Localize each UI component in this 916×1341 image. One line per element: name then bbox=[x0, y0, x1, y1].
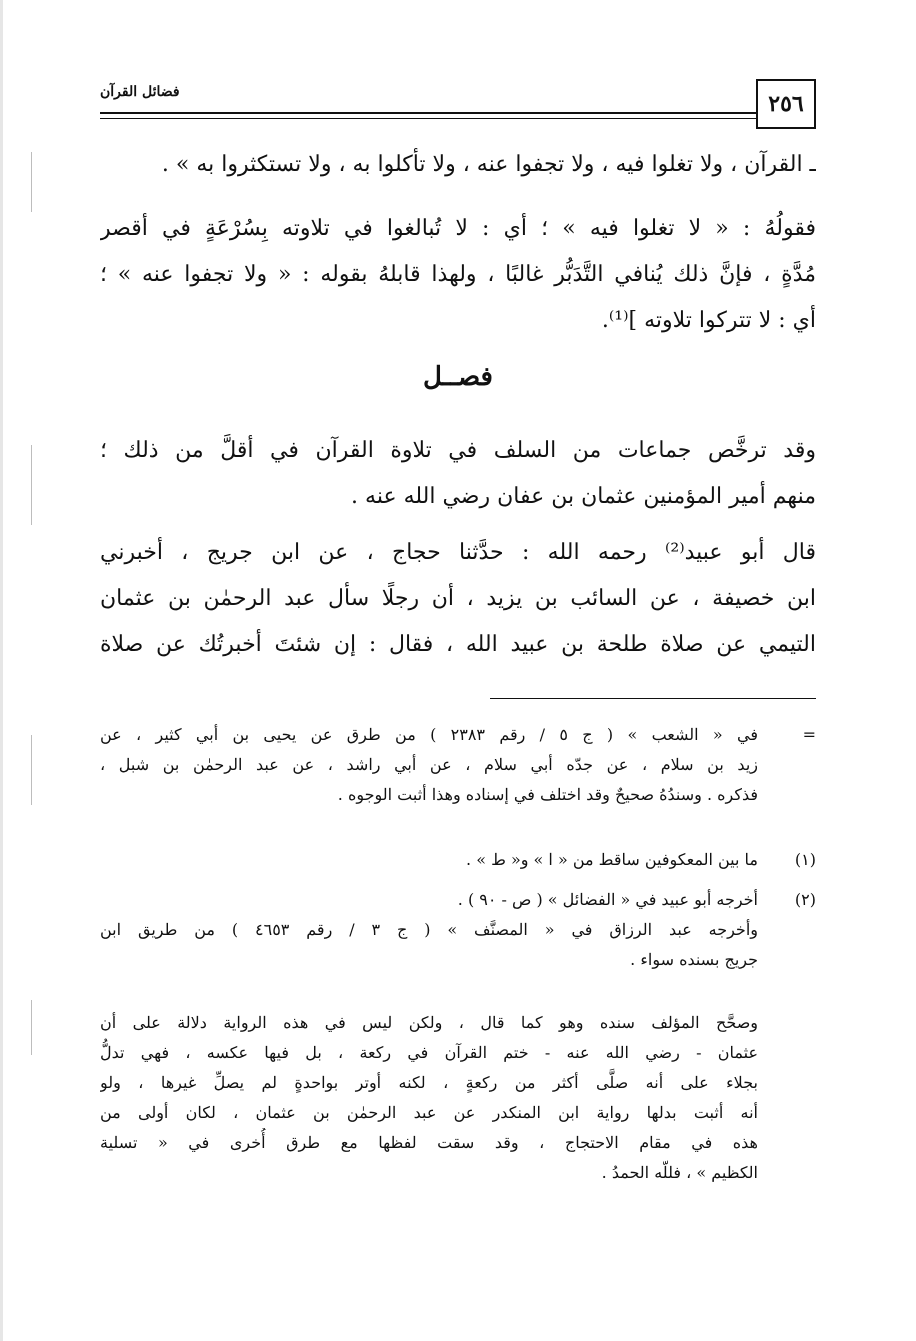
continuation-marker: = bbox=[802, 725, 816, 744]
footnote-line: أنه أثبت بدلها رواية ابن المنكدر عن عبد الرحمٰن بن عثمان ، لكان أولى من bbox=[100, 1103, 758, 1122]
footnote-line: عثمان - رضي الله عنه - ختم القرآن في ركعة ، بل فيها عكسه ، فهي تدلُّ bbox=[100, 1043, 758, 1062]
footnote-line: الكظيم » ، فللّه الحمدُ . bbox=[601, 1163, 758, 1182]
text-line: ـ القرآن ، ولا تغلوا فيه ، ولا تجفوا عنه ، ولا تأكلوا به ، ولا تستكثروا به » . bbox=[161, 152, 816, 177]
header-rule-top bbox=[100, 112, 756, 114]
margin-mark bbox=[31, 445, 32, 525]
footnote-number: (١) bbox=[794, 850, 816, 869]
footnote-continuation bbox=[100, 720, 816, 810]
footnote-line: في « الشعب » ( ج ٥ / رقم ٢٣٨٣ ) من طرق عن يحيى بن أبي كثير ، عن bbox=[100, 725, 759, 744]
text-line: مُدَّةٍ ، فإنَّ ذلك يُنافي التَّدَبُّر غالبًا ، ولهذا قابلهُ بقوله : « ولا تجفوا عنه » ؛ bbox=[100, 262, 816, 287]
margin-mark bbox=[31, 152, 32, 212]
page-number: ٢٥٦ bbox=[756, 79, 816, 129]
text-line: وقد ترخَّص جماعات من السلف في تلاوة القرآن في أقلَّ من ذلك ؛ bbox=[100, 438, 816, 463]
footnote-2-commentary bbox=[100, 1008, 816, 1188]
footnote-line: ما بين المعكوفين ساقط من « ا » و« ط » . bbox=[466, 850, 758, 869]
footnote-2 bbox=[100, 885, 816, 975]
paragraph-1 bbox=[100, 206, 816, 344]
footnote-separator bbox=[490, 698, 816, 699]
text-line: فقولُهُ : « لا تغلوا فيه » ؛ أي : لا تُبالغوا في تلاوته بِسُرْعَةٍ في أقصر bbox=[100, 216, 816, 241]
text-line: التيمي عن صلاة طلحة بن عبيد الله ، فقال : إن شئتَ أخبرتُك عن صلاة bbox=[100, 632, 816, 657]
margin-mark bbox=[31, 1000, 32, 1055]
footnote-line: وأخرجه عبد الرزاق في « المصنَّف » ( ج ٣ / رقم ٤٦٥٣ ) من طريق ابن bbox=[100, 920, 758, 939]
text-line: قال أبو عبيد⁽²⁾ رحمه الله : حدَّثنا حجاج ، عن ابن جريج ، أخبرني bbox=[100, 540, 816, 565]
footnote-line: زيد بن سلام ، عن جدّه أبي سلام ، عن أبي راشد ، عن عبد الرحمٰن بن شبل ، bbox=[100, 755, 759, 774]
intro-paragraph bbox=[100, 142, 816, 188]
footnote-line: جريج بسنده سواء . bbox=[630, 950, 758, 969]
section-heading: فصــل bbox=[423, 362, 493, 392]
footnote-number: (٢) bbox=[794, 890, 816, 909]
header-rule-bottom bbox=[100, 118, 756, 119]
paragraph-2 bbox=[100, 428, 816, 520]
footnote-line: بجلاء على أنه صلَّى أكثر من ركعةٍ ، لكنه أوتر بواحدةٍ لم يصلِّ غيرها ، ولو bbox=[100, 1073, 758, 1092]
footnote-line: أخرجه أبو عبيد في « الفضائل » ( ص - ٩٠ ) . bbox=[457, 890, 758, 909]
text-line: منهم أمير المؤمنين عثمان بن عفان رضي الله عنه . bbox=[351, 484, 816, 509]
footnote-line: وصحَّح المؤلف سنده وهو كما قال ، ولكن ليس في هذه الرواية دلالة على أن bbox=[100, 1013, 758, 1032]
running-title: فضائل القرآن bbox=[100, 84, 180, 100]
footnote-line: هذه في مقام الاحتجاج ، وقد سقت لفظها مع طرق أُخرى في « تسلية bbox=[100, 1133, 758, 1152]
footnote-line: فذكره . وسندُهُ صحيحٌ وقد اختلف في إسناده وهذا أثبت الوجوه . bbox=[337, 785, 758, 804]
text-line: ابن خصيفة ، عن السائب بن يزيد ، أن رجلًا سأل عبد الرحمٰن بن عثمان bbox=[100, 586, 816, 611]
footnote-1 bbox=[100, 845, 816, 875]
text-line: أي : لا تتركوا تلاوته ]⁽¹⁾. bbox=[601, 308, 816, 333]
margin-mark bbox=[31, 735, 32, 805]
paragraph-3 bbox=[100, 530, 816, 668]
scan-edge bbox=[0, 0, 3, 1341]
